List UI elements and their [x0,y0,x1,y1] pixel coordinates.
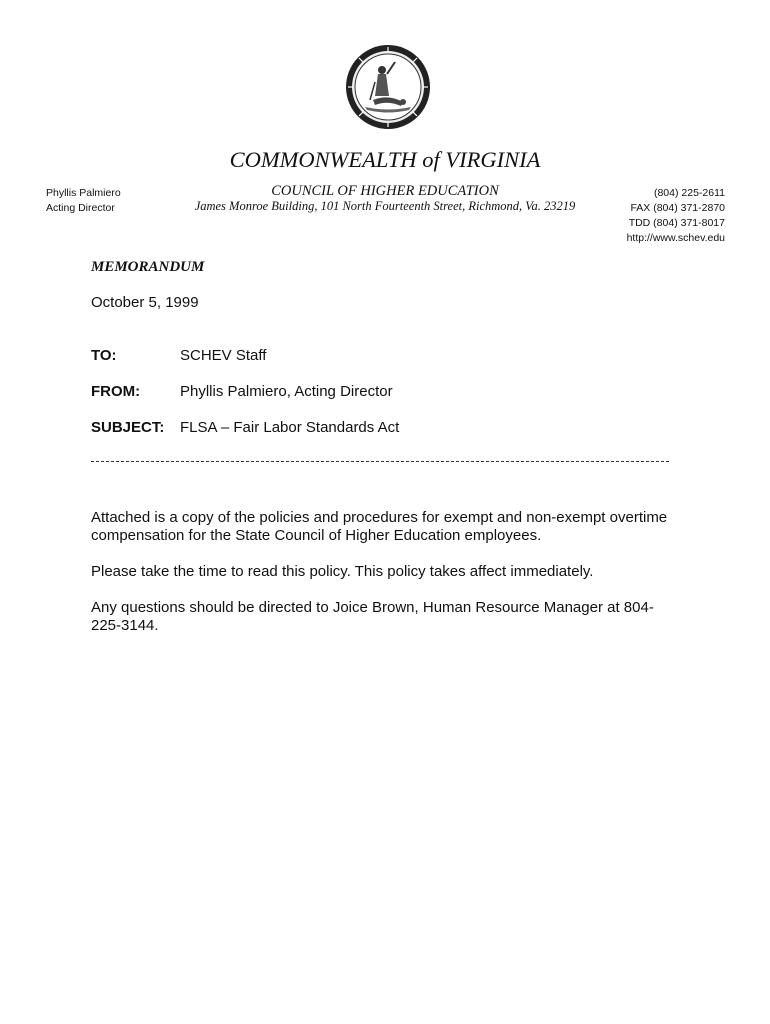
commonwealth-text-b: VIRGINIA [439,147,541,172]
to-label: TO: [91,347,117,364]
memo-to-row [91,347,266,364]
body-paragraph-3: Any questions should be directed to Joice Brown, Human Resource Manager at 804-225-3144. [91,599,654,634]
memorandum-label: MEMORANDUM [91,259,205,275]
tdd-number: TDD (804) 371-8017 [628,217,725,229]
commonwealth-text-a: COMMONWEALTH [229,147,423,172]
fax-number: FAX (804) 371-2870 [630,202,725,214]
council-address: James Monroe Building, 101 North Fourteenth Street, Richmond, Va. 23219 [194,199,576,213]
virginia-seal-icon [345,44,431,130]
commonwealth-heading [0,147,770,173]
subject-value: FLSA – Fair Labor Standards Act [180,419,400,436]
phone-number: (804) 225-2611 [653,187,725,199]
from-label: FROM: [91,383,141,400]
commonwealth-of: of [422,147,440,172]
council-name: COUNCIL OF HIGHER EDUCATION [271,183,499,199]
memo-subject-row [91,419,399,436]
website-link[interactable]: http://www.schev.edu [626,232,725,244]
body-paragraph-1: Attached is a copy of the policies and procedures for exempt and non-exempt overtime compensation for the State Council of Higher Education employees. [91,509,668,544]
sender-block [46,186,121,216]
to-value: SCHEV Staff [180,347,267,364]
sender-title: Acting Director [46,202,115,214]
memo-body [91,509,681,653]
from-value: Phyllis Palmiero, Acting Director [180,383,393,400]
contact-block [627,186,725,246]
memo-date: October 5, 1999 [91,294,199,311]
memo-from-row [91,383,393,400]
sender-name: Phyllis Palmiero [46,187,121,199]
body-paragraph-2: Please take the time to read this policy. This policy takes affect immediately. [91,563,594,580]
subject-label: SUBJECT: [91,419,165,436]
dashed-divider [91,461,669,462]
